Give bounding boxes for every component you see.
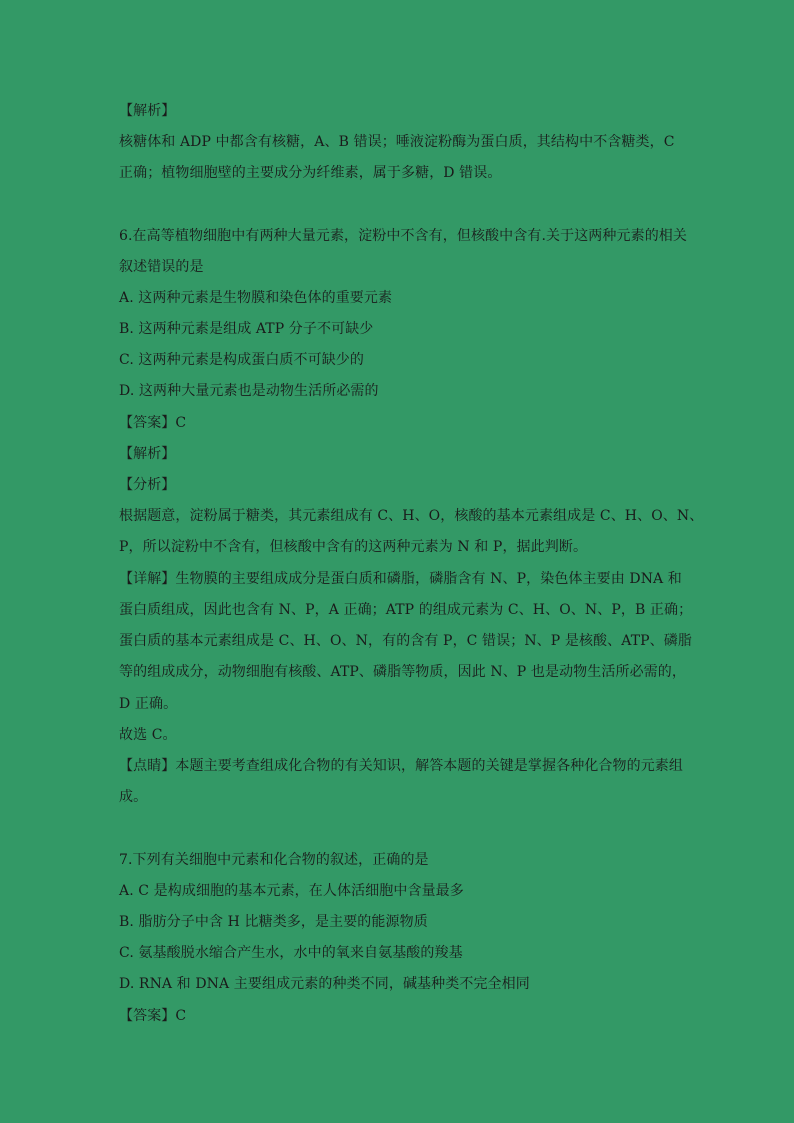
section-heading-analysis: 【解析】 [119,103,176,119]
option-d: D. RNA 和 DNA 主要组成元素的种类不同，碱基种类不完全相同 [119,976,530,992]
text-line: P，所以淀粉中不含有，但核酸中含有的这两种元素为 N 和 P，据此判断。 [119,539,588,555]
question-6-stem-continued: 叙述错误的是 [119,259,204,275]
text-line: D 正确。 [119,696,178,712]
option-b: B. 脂肪分子中含 H 比糖类多，是主要的能源物质 [119,914,428,930]
option-a: A. 这两种元素是生物膜和染色体的重要元素 [119,290,393,306]
section-heading-analysis-sub: 【分析】 [119,477,176,493]
answer-line: 【答案】C [119,415,187,431]
text-line: 正确；植物细胞壁的主要成分为纤维素，属于多糖，D 错误。 [119,165,502,181]
detail-line: 【详解】生物膜的主要组成成分是蛋白质和磷脂，磷脂含有 N、P，染色体主要由 DNA 和 [119,571,682,587]
option-c: C. 这两种元素是构成蛋白质不可缺少的 [119,352,365,368]
option-a: A. C 是构成细胞的基本元素，在人体活细胞中含量最多 [119,883,464,899]
section-heading-analysis: 【解析】 [119,446,176,462]
option-b: B. 这两种元素是组成 ATP 分子不可缺少 [119,321,374,337]
question-7-stem: 7.下列有关细胞中元素和化合物的叙述，正确的是 [119,852,429,868]
text-line: 蛋白质组成，因此也含有 N、P，A 正确；ATP 的组成元素为 C、H、O、N、P，B 正确； [119,602,693,618]
comment-line: 【点睛】本题主要考查组成化合物的有关知识，解答本题的关键是掌握各种化合物的元素组 [119,758,683,774]
answer-line: 【答案】C [119,1008,187,1024]
text-line: 等的组成成分，动物细胞有核酸、ATP、磷脂等物质，因此 N、P 也是动物生活所必需的， [119,664,686,680]
question-6-stem: 6.在高等植物细胞中有两种大量元素，淀粉中不含有，但核酸中含有.关于这两种元素的相关 [119,228,688,244]
text-line: 故选 C。 [119,727,177,743]
text-line: 成。 [119,789,148,805]
option-c: C. 氨基酸脱水缩合产生水，水中的氧来自氨基酸的羧基 [119,945,463,961]
text-line: 核糖体和 ADP 中都含有核糖，A、B 错误；唾液淀粉酶为蛋白质，其结构中不含糖类，C [119,134,675,150]
option-d: D. 这两种大量元素也是动物生活所必需的 [119,383,379,399]
text-line: 蛋白质的基本元素组成是 C、H、O、N，有的含有 P，C 错误；N、P 是核酸、ATP、磷脂 [119,633,692,649]
text-line: 根据题意，淀粉属于糖类，其元素组成有 C、H、O，核酸的基本元素组成是 C、H、O、N、 [119,508,704,524]
